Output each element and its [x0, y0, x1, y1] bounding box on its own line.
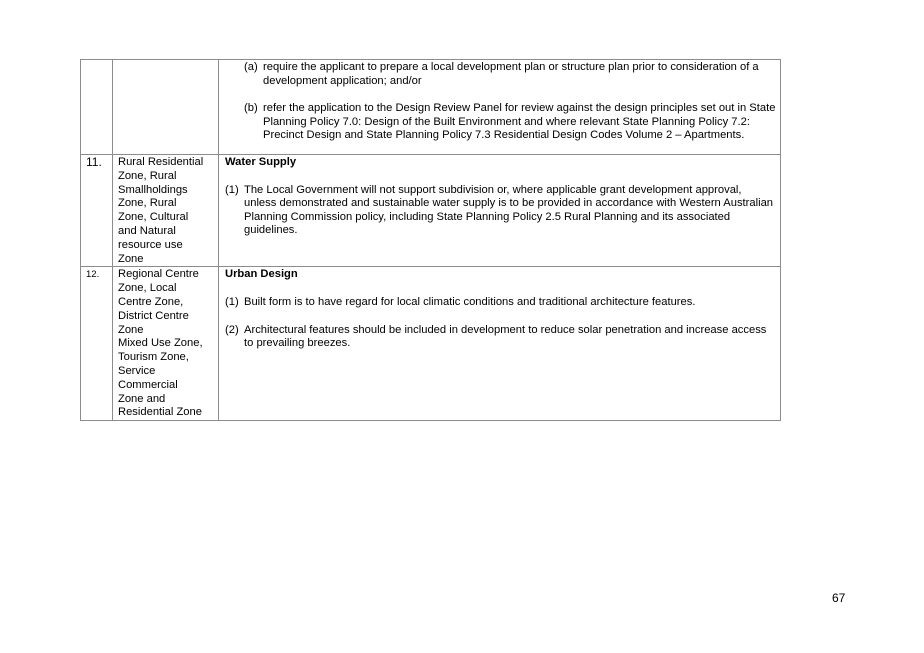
page-number: 67: [832, 591, 846, 605]
provision-heading: Water Supply: [225, 155, 297, 168]
zone-cell-empty: [113, 60, 219, 155]
zone-line: Centre Zone,: [118, 295, 184, 308]
item-marker: (2): [225, 323, 239, 336]
zone-line: Zone and: [118, 392, 166, 405]
zone-line: resource use: [118, 238, 183, 251]
item-marker: (1): [225, 295, 239, 308]
zone-line: Zone, Rural: [118, 169, 177, 182]
provision-text-cell: [219, 267, 781, 421]
zone-line: Commercial: [118, 378, 178, 391]
item-text: Architectural features should be included in development to reduce solar penetration and increase access to prevailing breezes.: [244, 323, 767, 350]
zone-line: Service: [118, 364, 156, 377]
provision-item-a: [244, 61, 776, 88]
zone-line: Regional Centre: [118, 268, 199, 281]
number-cell-empty: [81, 60, 113, 155]
item-marker: (1): [225, 183, 239, 196]
zone-line: and Natural: [118, 224, 176, 237]
row-number: 11.: [81, 154, 113, 266]
table-row-12: [81, 267, 781, 421]
item-marker: (a): [244, 61, 258, 73]
item-marker: (b): [244, 102, 258, 115]
provision-text-cell: [219, 60, 781, 155]
zone-line: Residential Zone: [118, 406, 202, 419]
table-row-continued: [81, 60, 781, 155]
provision-item-1: [225, 296, 776, 310]
zone-line: Mixed Use Zone,: [118, 337, 203, 350]
zone-line: Tourism Zone,: [118, 351, 189, 364]
provision-item-2: [225, 324, 776, 351]
item-text: require the applicant to prepare a local development plan or structure plan prior to consideration of a development application; and/or: [263, 61, 759, 87]
zone-line: Zone, Local: [118, 282, 177, 295]
provision-text-cell: [219, 154, 781, 266]
zone-line: District Centre: [118, 309, 189, 322]
provision-item-b: [244, 102, 776, 143]
zone-line: Rural Residential: [118, 155, 204, 168]
item-text: refer the application to the Design Review Panel for review against the design principles set out in State Planning Policy 7.0: Design of the Built Environment and where relevant State Planning Policy 7.2: Precinct Design and State Planning Policy 7.3 Residential Design Codes Volume 2 – Apartments.: [263, 102, 776, 142]
zone-line: Smallholdings: [118, 183, 188, 196]
provisions-table: [80, 59, 781, 421]
zone-line: Zone, Rural: [118, 197, 177, 210]
zone-line: Zone: [118, 252, 144, 265]
provision-heading: Urban Design: [225, 268, 298, 281]
provision-item-1: [225, 184, 776, 238]
zone-cell: [113, 267, 219, 421]
table-row-11: [81, 154, 781, 266]
zone-line: Zone: [118, 323, 144, 336]
row-number: 12.: [81, 267, 113, 421]
item-text: The Local Government will not support subdivision or, where applicable grant development approval, unless demonstrated and sustainable water supply is to be provided in accordance with Western Australian Planning Commission policy, including State Planning Policy 2.5 Rural Planning and its associated guidelines.: [244, 183, 774, 237]
zone-line: Zone, Cultural: [118, 211, 189, 224]
item-text: Built form is to have regard for local climatic conditions and traditional architecture features.: [244, 295, 696, 308]
zone-cell: [113, 154, 219, 266]
